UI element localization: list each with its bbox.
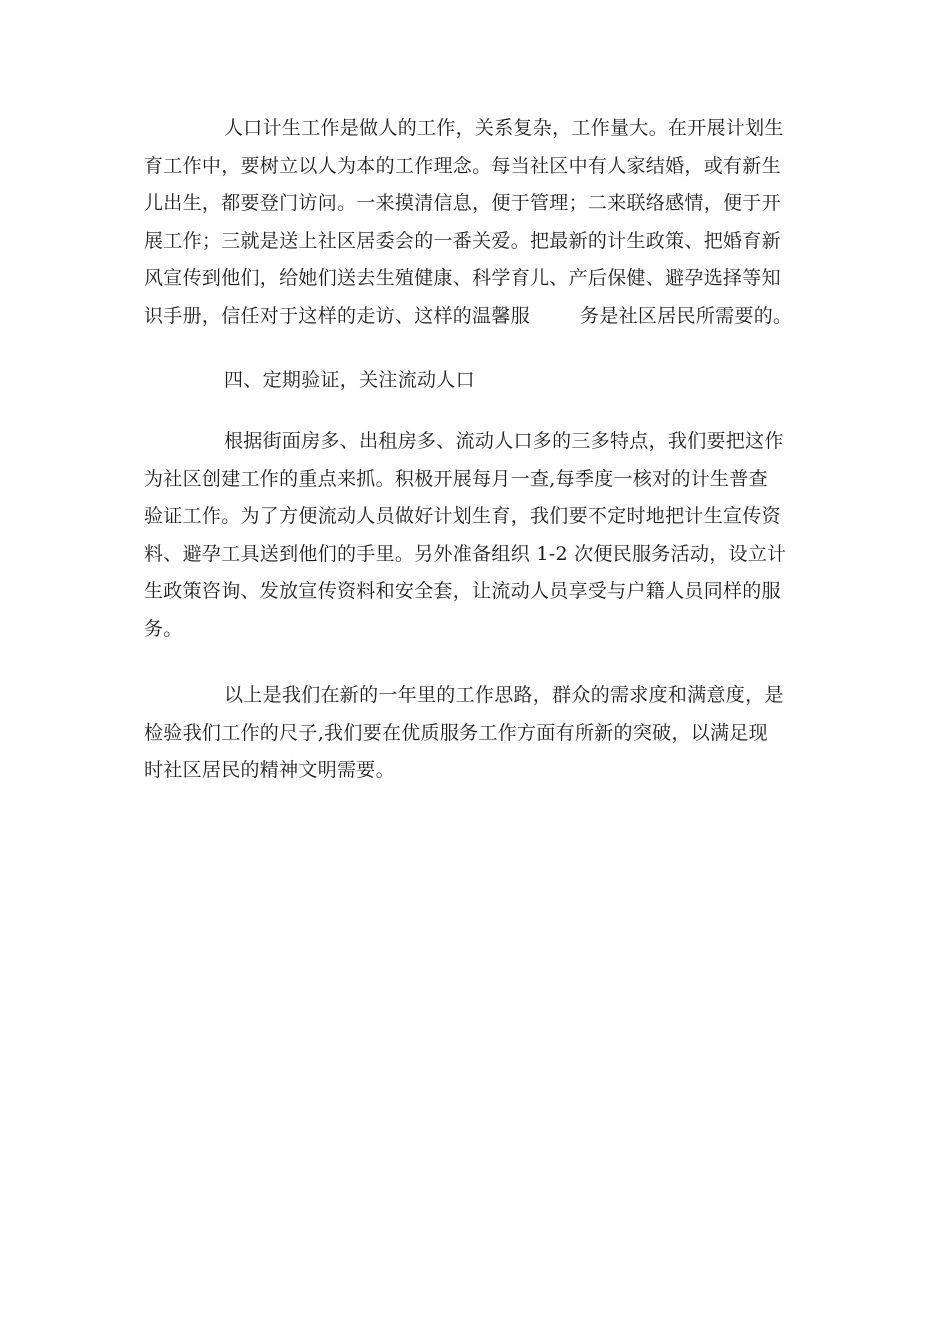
paragraph-line: 务。 <box>144 617 183 640</box>
paragraph-line: 风宣传到他们，给她们送去生殖健康、科学育儿、产后保健、避孕选择等知 <box>144 267 781 289</box>
paragraph-line: 育工作中，要树立以人为本的工作理念。每当社区中有人家结婚，或有新生 <box>144 154 781 177</box>
paragraph-line: 儿出生，都要登门访问。一来摸清信息，便于管理；二来联络感情，便于开 <box>144 192 781 214</box>
paragraph-line: 以上是我们在新的一年里的工作思路，群众的需求度和满意度，是 <box>224 684 784 706</box>
line-segment: 务是社区居民所需要的。 <box>580 304 793 327</box>
paragraph-line: 根据街面房多、出租房多、流动人口多的三多特点，我们要把这作 <box>224 430 784 452</box>
paragraph-line: 料、避孕工具送到他们的手里。另外准备组织 1-2 次便民服务活动，设立计 <box>144 542 787 565</box>
paragraph-line: 为社区创建工作的重点来抓。积极开展每月一查,每季度一核对的计生普查 <box>144 467 768 490</box>
paragraph-floating-population <box>144 423 834 648</box>
paragraph-family-planning-visits <box>144 110 834 335</box>
paragraph-line: 展工作；三就是送上社区居委会的一番关爱。把最新的计生政策、把婚育新 <box>144 229 781 252</box>
line-segment: 识手册，信任对于这样的走访、这样的温馨服 <box>144 304 531 327</box>
paragraph-line: 时社区居民的精神文明需要。 <box>144 759 395 781</box>
paragraph-line <box>144 298 834 336</box>
paragraph-line: 生政策咨询、发放宣传资料和安全套，让流动人员享受与户籍人员同样的服 <box>144 580 781 602</box>
section-heading: 四、定期验证，关注流动人口 <box>224 369 475 391</box>
paragraph-conclusion <box>144 677 834 790</box>
paragraph-line: 人口计生工作是做人的工作，关系复杂，工作量大。在开展计划生 <box>224 117 784 139</box>
paragraph-line: 检验我们工作的尺子,我们要在优质服务工作方面有所新的突破，以满足现 <box>144 721 768 744</box>
paragraph-line: 验证工作。为了方便流动人员做好计划生育，我们要不定时地把计生宣传资 <box>144 505 781 527</box>
